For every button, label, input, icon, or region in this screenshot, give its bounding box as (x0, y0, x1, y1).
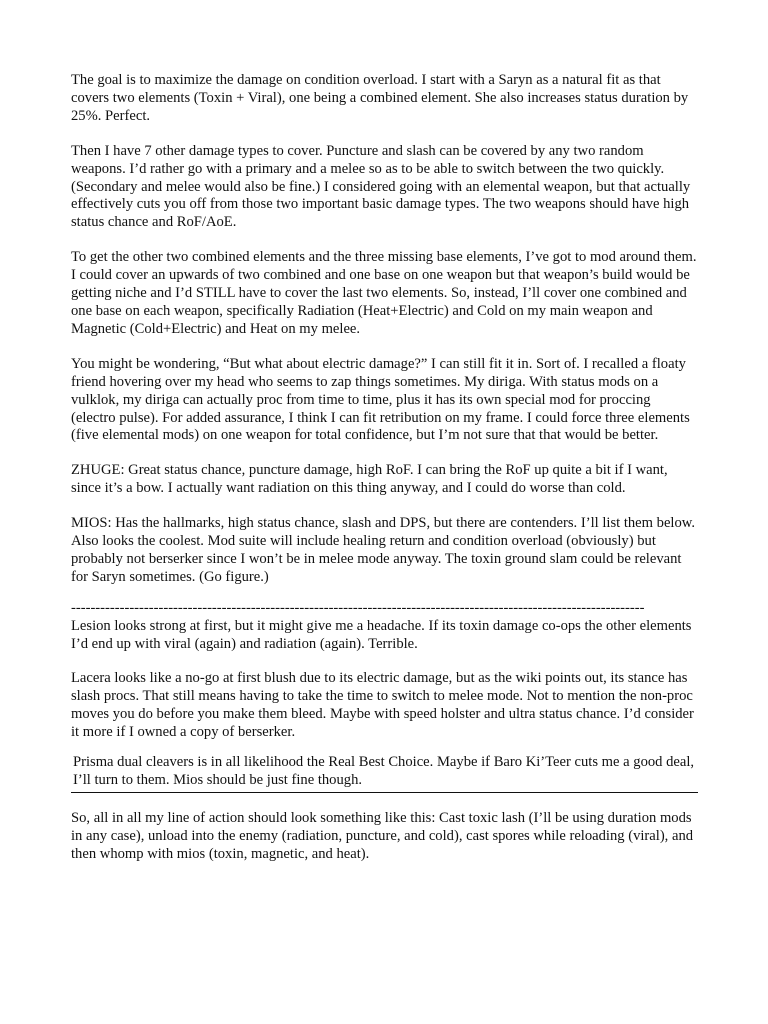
paragraph-line-of-action: So, all in all my line of action should look something like this: Cast toxic lash (I’ll be using duration mods in any case), unload into the enemy (radiation, puncture, and cold), cast spores while reloading (viral), and then whomp with mios (toxin, magnetic, and heat). (71, 809, 694, 862)
paragraph-zhuge: ZHUGE: Great status chance, puncture damage, high RoF. I can bring the RoF up quite a bit if I want, since it’s a bow. I actually want radiation on this thing anyway, and I could do worse than cold. (71, 462, 668, 497)
paragraph-electric-damage: You might be wondering, “But what about electric damage?” I can still fit it in. Sort of. I recalled a floaty friend hovering over my head who seems to zap things sometimes. My diriga. With status mods on a vulklok, my diriga can actually proc from time to time, plus it has its own special mod for proccing (electro pulse). For added assurance, I think I can fit retribution on my frame. I could force three elements (five elemental mods) on one weapon for total confidence, but I’m not sure that that would be better. (71, 355, 690, 444)
paragraph-lacera: Lacera looks like a no-go at first blush due to its electric damage, but as the wiki points out, its stance has slash procs. That still means having to take the time to switch to melee mode. Not to mention the non-proc moves you do before you make them bleed. Maybe with speed holster and ultra status chance. I’d consider it more if I owned a copy of berserker. (71, 670, 694, 741)
paragraph-combined-elements: To get the other two combined elements and the three missing base elements, I’ve got to mod around them. I could cover an upwards of two combined and one base on one weapon but that weapon’s build would be getting niche and I’d STILL have to cover the last two elements. So, instead, I’ll cover one combined and one base on each weapon, specifically Radiation (Heat+Electric) and Cold on my main weapon and Magnetic (Cold+Electric) and Heat on my melee. (71, 249, 697, 337)
paragraph-damage-types: Then I have 7 other damage types to cover. Puncture and slash can be covered by any two random weapons. I’d rather go with a primary and a melee so as to be able to switch between the two quickly. (Secondary and melee would also be fine.) I considered going with an elemental weapon, but that actually effectively cuts you off from those two important basic damage types. The two weapons should have high status chance and RoF/AoE. (71, 142, 691, 231)
paragraph-lesion: Lesion looks strong at first, but it might give me a headache. If its toxin damage co-ops the other elements I’d end up with viral (again) and radiation (again). Terrible. (71, 617, 692, 652)
dashed-separator: ---------------------------------------------------------------------------------------------------------------------- (71, 599, 645, 616)
paragraph-prisma-dual-cleavers: Prisma dual cleavers is in all likelihood the Real Best Choice. Maybe if Baro Ki’Teer cuts me a good deal, I’ll turn to them. Mios should be just fine though. (71, 742, 698, 793)
paragraph-mios: MIOS: Has the hallmarks, high status chance, slash and DPS, but there are contenders. I’ll list them below. Also looks the coolest. Mod suite will include healing return and condition overload (obviously) but probably not berserker since I won’t be in melee mode anyway. The toxin ground slam could be relevant for Saryn sometimes. (Go figure.) (71, 515, 696, 585)
paragraph-goal: The goal is to maximize the damage on condition overload. I start with a Saryn as a natural fit as that covers two elements (Toxin + Viral), one being a combined element. She also increases status duration by 25%. Perfect. (71, 72, 689, 124)
